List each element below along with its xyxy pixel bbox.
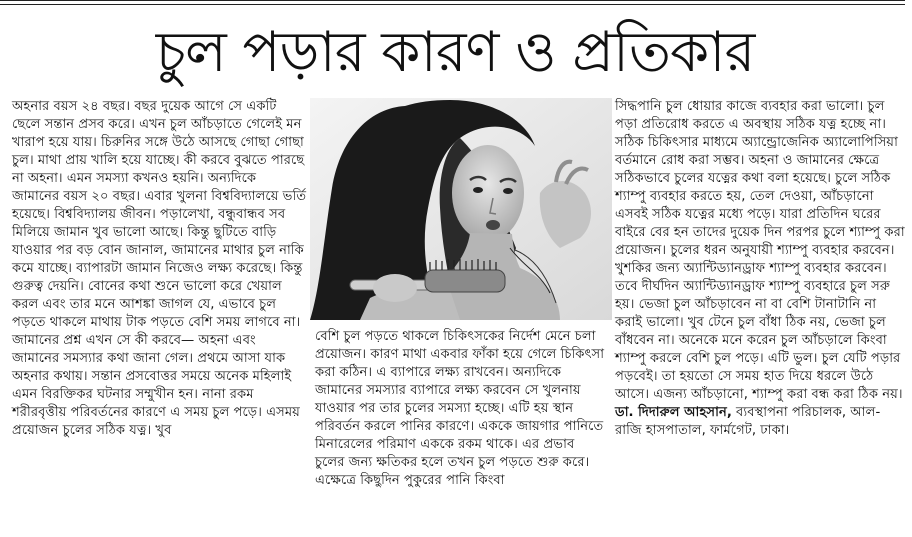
column-right-text bbox=[615, 98, 905, 440]
column-right-body: সিদ্ধপানি চুল ধোয়ার কাজে ব্যবহার করা ভালো। চুল পড়া প্রতিরোধ করতে এ অবস্থায় সঠিক যত্ন হচ্ছে না। সঠিক চিকিৎসার মাধ্যমে অ্যান্ড্রোজেনিক অ্যালোপিসিয়া বর্তমানে রোধ করা সম্ভব। অহনা ও জামানের ক্ষেত্রে সঠিকভাবে চুলের যত্নের কথা বলা হয়েছে। চুলে সঠিক শ্যাম্পু ব্যবহার করতে হয়, তেল দেওয়া, আঁচড়ানো এসবই সঠিক যত্নের মধ্যে পড়ে। যারা প্রতিদিন ঘরের বাইরে বের হন তাদের দুয়েক দিন পরপর চুলে শ্যাম্পু করা প্রয়োজন। চুলের ধরন অনুযায়ী শ্যাম্পু ব্যবহার করবেন। খুশকির জন্য অ্যান্টিড্যানড্রাফ শ্যাম্পু ব্যবহার করবেন। তবে দীর্ঘদিন অ্যান্টিড্যানড্রাফ শ্যাম্পু ব্যবহারে চুল সরু হয়। ভেজা চুল আঁচড়াবেন না বা বেশি টানাটানি না করাই ভালো। খুব টেনে চুল বাঁধা ঠিক নয়, ভেজা চুল বাঁধবেন না। অনেকে মনে করেন চুল আঁচড়ালে কিংবা শ্যাম্পু করলে বেশি চুল পড়ে। এটি ভুল। চুল যেটি পড়ার পড়বেই। তা হয়তো সে সময় হাত দিয়ে ধরলে উঠে আসে। এজন্য আঁচড়ানো, শ্যাম্পু করা বন্ধ করা ঠিক নয়। bbox=[615, 99, 905, 402]
article-column-left bbox=[12, 98, 307, 440]
article-column-middle bbox=[315, 328, 607, 490]
article-column-right bbox=[615, 98, 905, 440]
top-rule bbox=[0, 0, 905, 5]
column-middle-text: বেশি চুল পড়তে থাকলে চিকিৎসকের নির্দেশ মেনে চলা প্রয়োজন। কারণ মাথা একবার ফাঁকা হয়ে গেলে চিকিৎসা করা কঠিন। এ ব্যাপারে লক্ষ্য রাখবেন। অন্যদিকে জামানের সমস্যার ব্যাপারে লক্ষ্য করবেন সে খুলনায় যাওয়ার পর তার চুলের সমস্যা হচ্ছে। এটি হয় স্থান পরিবর্তন করলে পানির কারণে। এককে জায়গার পানিতে মিনারেলের পরিমাণ এককে রকম থাকে। এর প্রভাব চুলের জন্য ক্ষতিকর হলে তখন চুল পড়তে শুরু করে। এক্ষেত্রে কিছুদিন পুকুরের পানি কিংবা bbox=[315, 329, 605, 488]
column-left-text: অহনার বয়স ২৪ বছর। বছর দুয়েক আগে সে একটি ছেলে সন্তান প্রসব করে। এখন চুল আঁচড়াতে গেলেই মন খারাপ হয়ে যায়। চিরুনির সঙ্গে উঠে আসছে গোছা গোছা চুল। মাথা প্রায় খালি হয়ে যাচ্ছে। কী করবে বুঝতে পারছে না অহনা। এমন সমস্যা কখনও হয়নি। অন্যদিকে জামানের বয়স ২০ বছর। এবার খুলনা বিশ্ববিদ্যালয়ে ভর্তি হয়েছে। বিশ্ববিদ্যালয় জীবন। পড়ালেখা, বন্ধুবান্ধব সব মিলিয়ে জামান খুব ভালো আছে। কিন্তু ছুটিতে বাড়ি যাওয়ার পর বড় বোন জানাল, জামানের মাথার চুল নাকি কমে যাচ্ছে। ব্যাপারটা জামান নিজেও লক্ষ্য করেছে। কিন্তু গুরুত্ব দেয়নি। বোনের কথা শুনে ভালো করে খেয়াল করল এবং তার মনে আশঙ্কা জাগল যে, এভাবে চুল পড়তে থাকলে মাথায় টাক পড়তে বেশি সময় লাগবে না। জামানের প্রশ্ন এখন সে কী করবে— অহনা এবং জামানের সমস্যার কথা জানা গেল। প্রথমে আসা যাক অহনার কথায়। সন্তান প্রসবোত্তর সময়ে অনেক মহিলাই এমন বিরক্তিকর ঘটনার সম্মুখীন হন। নানা রকম শরীরবৃত্তীয় পরিবর্তনের কারণে এ সময় চুল পড়ে। এসময় প্রয়োজন চুলের সঠিক যত্ন। খুব bbox=[12, 99, 307, 438]
article-photo bbox=[310, 98, 612, 320]
author-title: ব্যবস্থাপনা পরিচালক, আল-রাজি হাসপাতাল, ফার্মগেট, ঢাকা। bbox=[615, 405, 881, 438]
woman-with-hairbrush-photo bbox=[310, 98, 612, 320]
author-name: ডা. দিদারুল আহসান, bbox=[615, 405, 732, 420]
article-headline: চুল পড়ার কারণ ও প্রতিকার bbox=[155, 20, 755, 85]
